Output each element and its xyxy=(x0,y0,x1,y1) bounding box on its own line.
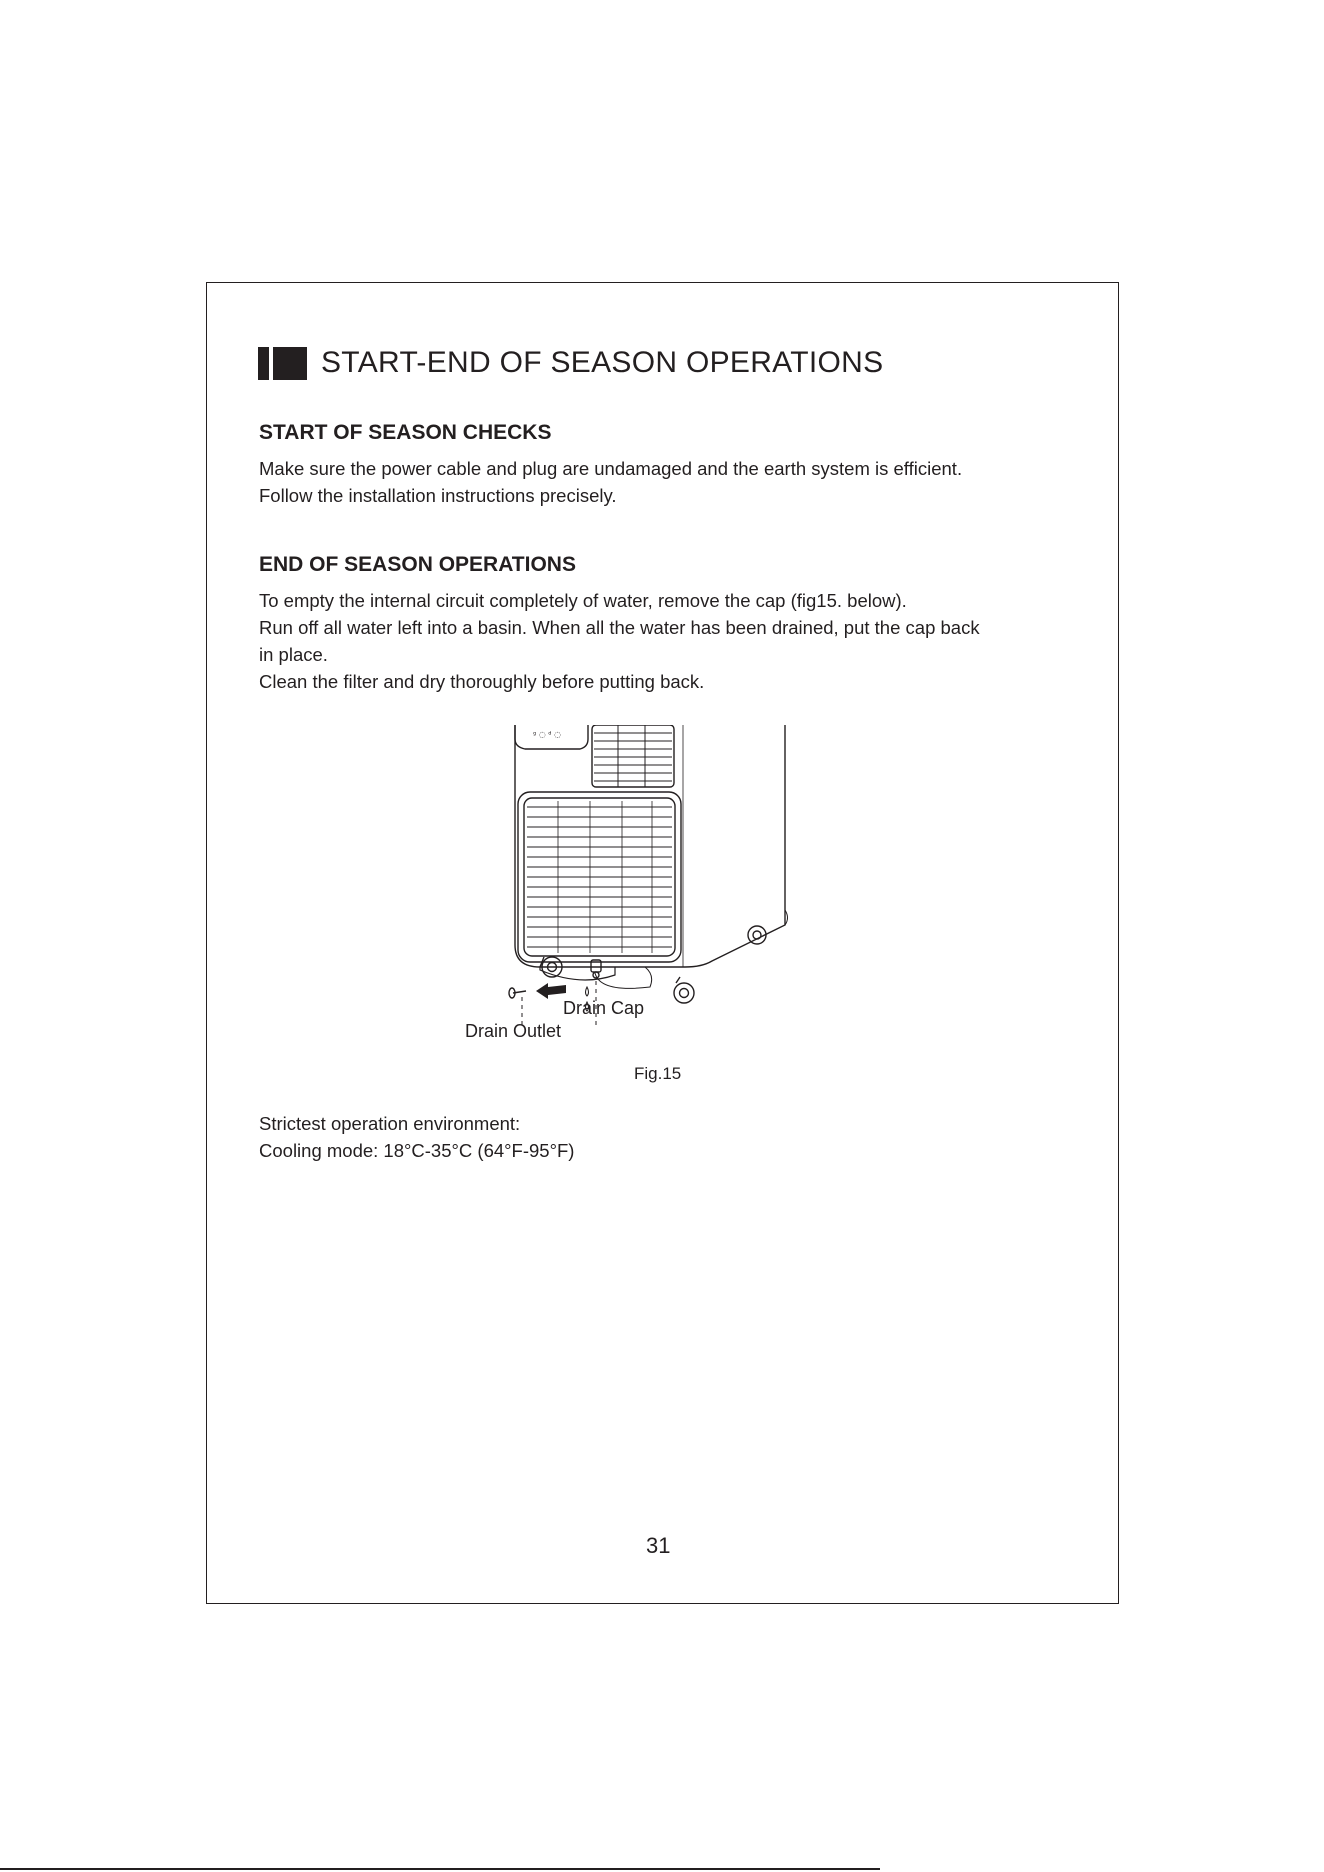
heading-marker-icon xyxy=(258,347,307,380)
drain-outlet-label: Drain Outlet xyxy=(465,1021,562,1041)
start-checks-line: Follow the installation instructions precisely. xyxy=(259,485,617,506)
start-checks-text xyxy=(259,455,1099,509)
environment-line: Strictest operation environment: xyxy=(259,1113,521,1134)
end-operations-line: To empty the internal circuit completely of water, remove the cap (fig15. below). xyxy=(259,590,907,611)
section-heading xyxy=(258,346,883,380)
end-operations-line: Run off all water left into a basin. When all the water has been drained, put the cap back xyxy=(259,617,980,638)
air-conditioner-drain-illustration xyxy=(440,725,820,1025)
page-number: 31 xyxy=(646,1533,671,1558)
page-title: START-END OF SEASON OPERATIONS xyxy=(321,346,884,379)
end-operations-heading: END OF SEASON OPERATIONS xyxy=(259,553,576,576)
end-operations-line: Clean the filter and dry thoroughly before putting back. xyxy=(259,671,705,692)
drain-cap-label: Drain Cap xyxy=(563,998,645,1018)
end-operations-line: in place. xyxy=(259,644,328,665)
drain-figure xyxy=(440,725,820,1025)
environment-line: Cooling mode: 18°C-35°C (64°F-95°F) xyxy=(259,1140,575,1161)
environment-text xyxy=(259,1110,1099,1164)
end-operations-text xyxy=(259,587,1099,695)
bottom-rule xyxy=(0,1868,880,1870)
svg-text:ᵍ ◌ ᵈ ◌: ᵍ ◌ ᵈ ◌ xyxy=(533,730,562,739)
start-checks-line: Make sure the power cable and plug are undamaged and the earth system is efficient. xyxy=(259,458,963,479)
figure-caption: Fig.15 xyxy=(634,1064,682,1083)
start-checks-heading: START OF SEASON CHECKS xyxy=(259,421,552,444)
